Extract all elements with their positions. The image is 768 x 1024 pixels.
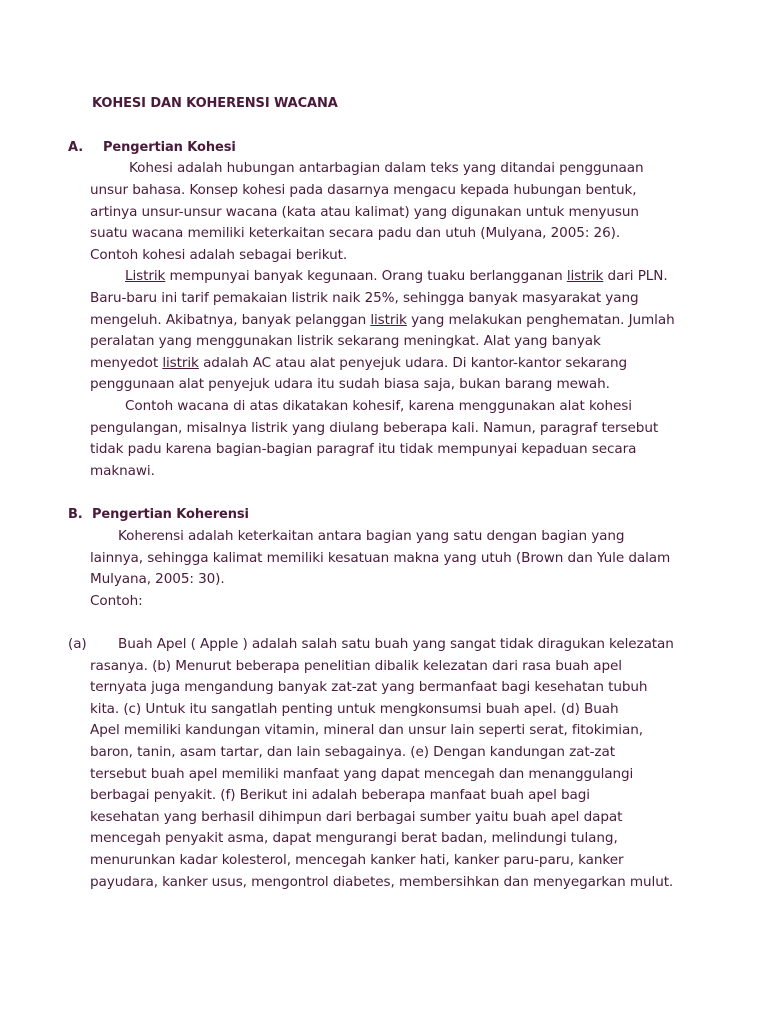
example-label: Contoh: — [90, 593, 143, 609]
section-b-heading: Pengertian Koherensi — [92, 507, 249, 522]
kohesi-example-line: peralatan yang menggunakan listrik sekarang meningkat. Alat yang banyak — [90, 333, 601, 349]
kohesi-explanation-line: maknawi. — [90, 463, 155, 479]
example-text: yang melakukan penghematan. Jumlah — [406, 312, 675, 328]
kohesi-example-line: penggunaan alat penyejuk udara itu sudah biasa saja, bukan barang mewah. — [90, 376, 610, 392]
example-text: mengeluh. Akibatnya, banyak pelanggan — [90, 312, 371, 328]
example-text: dari PLN. — [603, 268, 668, 284]
koherensi-example-line: baron, tanin, asam tartar, dan lain sebagainya. (e) Dengan kandungan zat-zat — [90, 744, 615, 760]
document-title: KOHESI DAN KOHERENSI WACANA — [92, 96, 338, 111]
kohesi-explanation-line: Contoh wacana di atas dikatakan kohesif, karena menggunakan alat kohesi — [125, 398, 632, 414]
example-text: adalah AC atau alat penyejuk udara. Di kantor-kantor sekarang — [198, 355, 628, 371]
koherensi-definition-line: lainnya, sehingga kalimat memiliki kesatuan makna yang utuh (Brown dan Yule dalam — [90, 550, 671, 566]
koherensi-example-line: mencegah penyakit asma, dapat mengurangi berat badan, melindungi tulang, — [90, 830, 618, 846]
kohesi-definition-line: Contoh kohesi adalah sebagai berikut. — [90, 247, 348, 263]
koherensi-example-line: rasanya. (b) Menurut beberapa penelitian dibalik kelezatan dari rasa buah apel — [90, 658, 622, 674]
koherensi-example-line: kesehatan yang berhasil dihimpun dari berbagai sumber yaitu buah apel dapat — [90, 809, 623, 825]
koherensi-example-line: kita. (c) Untuk itu sangatlah penting untuk mengkonsumsi buah apel. (d) Buah — [90, 701, 619, 717]
kohesi-definition-line: unsur bahasa. Konsep kohesi pada dasarnya mengacu kepada hubungan bentuk, — [90, 182, 637, 198]
kohesi-definition-line: artinya unsur-unsur wacana (kata atau kalimat) yang digunakan untuk menyusun — [90, 204, 639, 220]
koherensi-example-line: payudara, kanker usus, mengontrol diabetes, membersihkan dan menyegarkan mulut. — [90, 874, 674, 890]
repeated-word-listrik: Listrik — [125, 268, 166, 284]
kohesi-example-line: Baru-baru ini tarif pemakaian listrik naik 25%, sehingga banyak masyarakat yang — [90, 290, 639, 306]
koherensi-example-line: Buah Apel ( Apple ) adalah salah satu buah yang sangat tidak diragukan kelezatan — [118, 636, 674, 652]
example-text: menyedot — [90, 355, 163, 371]
koherensi-example-line: ternyata juga mengandung banyak zat-zat yang bermanfaat bagi kesehatan tubuh — [90, 679, 648, 695]
kohesi-example-line — [90, 353, 627, 375]
koherensi-definition-line: Mulyana, 2005: 30). — [90, 571, 225, 587]
koherensi-definition-line: Koherensi adalah keterkaitan antara bagian yang satu dengan bagian yang — [118, 528, 625, 544]
section-b-marker: B. — [68, 507, 83, 522]
kohesi-explanation-line: tidak padu karena bagian-bagian paragraf itu tidak mempunyai kepaduan secara — [90, 441, 637, 457]
repeated-word-listrik: listrik — [162, 355, 199, 371]
repeated-word-listrik: listrik — [566, 268, 604, 284]
section-a-marker: A. — [68, 140, 84, 155]
koherensi-example-line: berbagai penyakit. (f) Berikut ini adalah beberapa manfaat buah apel bagi — [90, 787, 590, 803]
kohesi-example-line — [125, 266, 668, 288]
koherensi-example-line: Apel memiliki kandungan vitamin, mineral dan unsur lain seperti serat, fitokimian, — [90, 722, 643, 738]
koherensi-example-line: menurunkan kadar kolesterol, mencegah kanker hati, kanker paru-paru, kanker — [90, 852, 624, 868]
koherensi-example-line: tersebut buah apel memiliki manfaat yang dapat mencegah dan menanggulangi — [90, 766, 634, 782]
kohesi-example-line — [90, 310, 675, 332]
example-text: mempunyai banyak kegunaan. Orang tuaku berlangganan — [165, 268, 567, 284]
repeated-word-listrik: listrik — [370, 312, 407, 328]
kohesi-definition-line: suatu wacana memiliki keterkaitan secara padu dan utuh (Mulyana, 2005: 26). — [90, 225, 621, 241]
kohesi-definition-line: Kohesi adalah hubungan antarbagian dalam teks yang ditandai penggunaan — [129, 160, 644, 176]
section-a-heading: Pengertian Kohesi — [103, 140, 236, 155]
kohesi-explanation-line: pengulangan, misalnya listrik yang diulang beberapa kali. Namun, paragraf tersebut — [90, 420, 659, 436]
example-marker: (a) — [68, 636, 87, 652]
